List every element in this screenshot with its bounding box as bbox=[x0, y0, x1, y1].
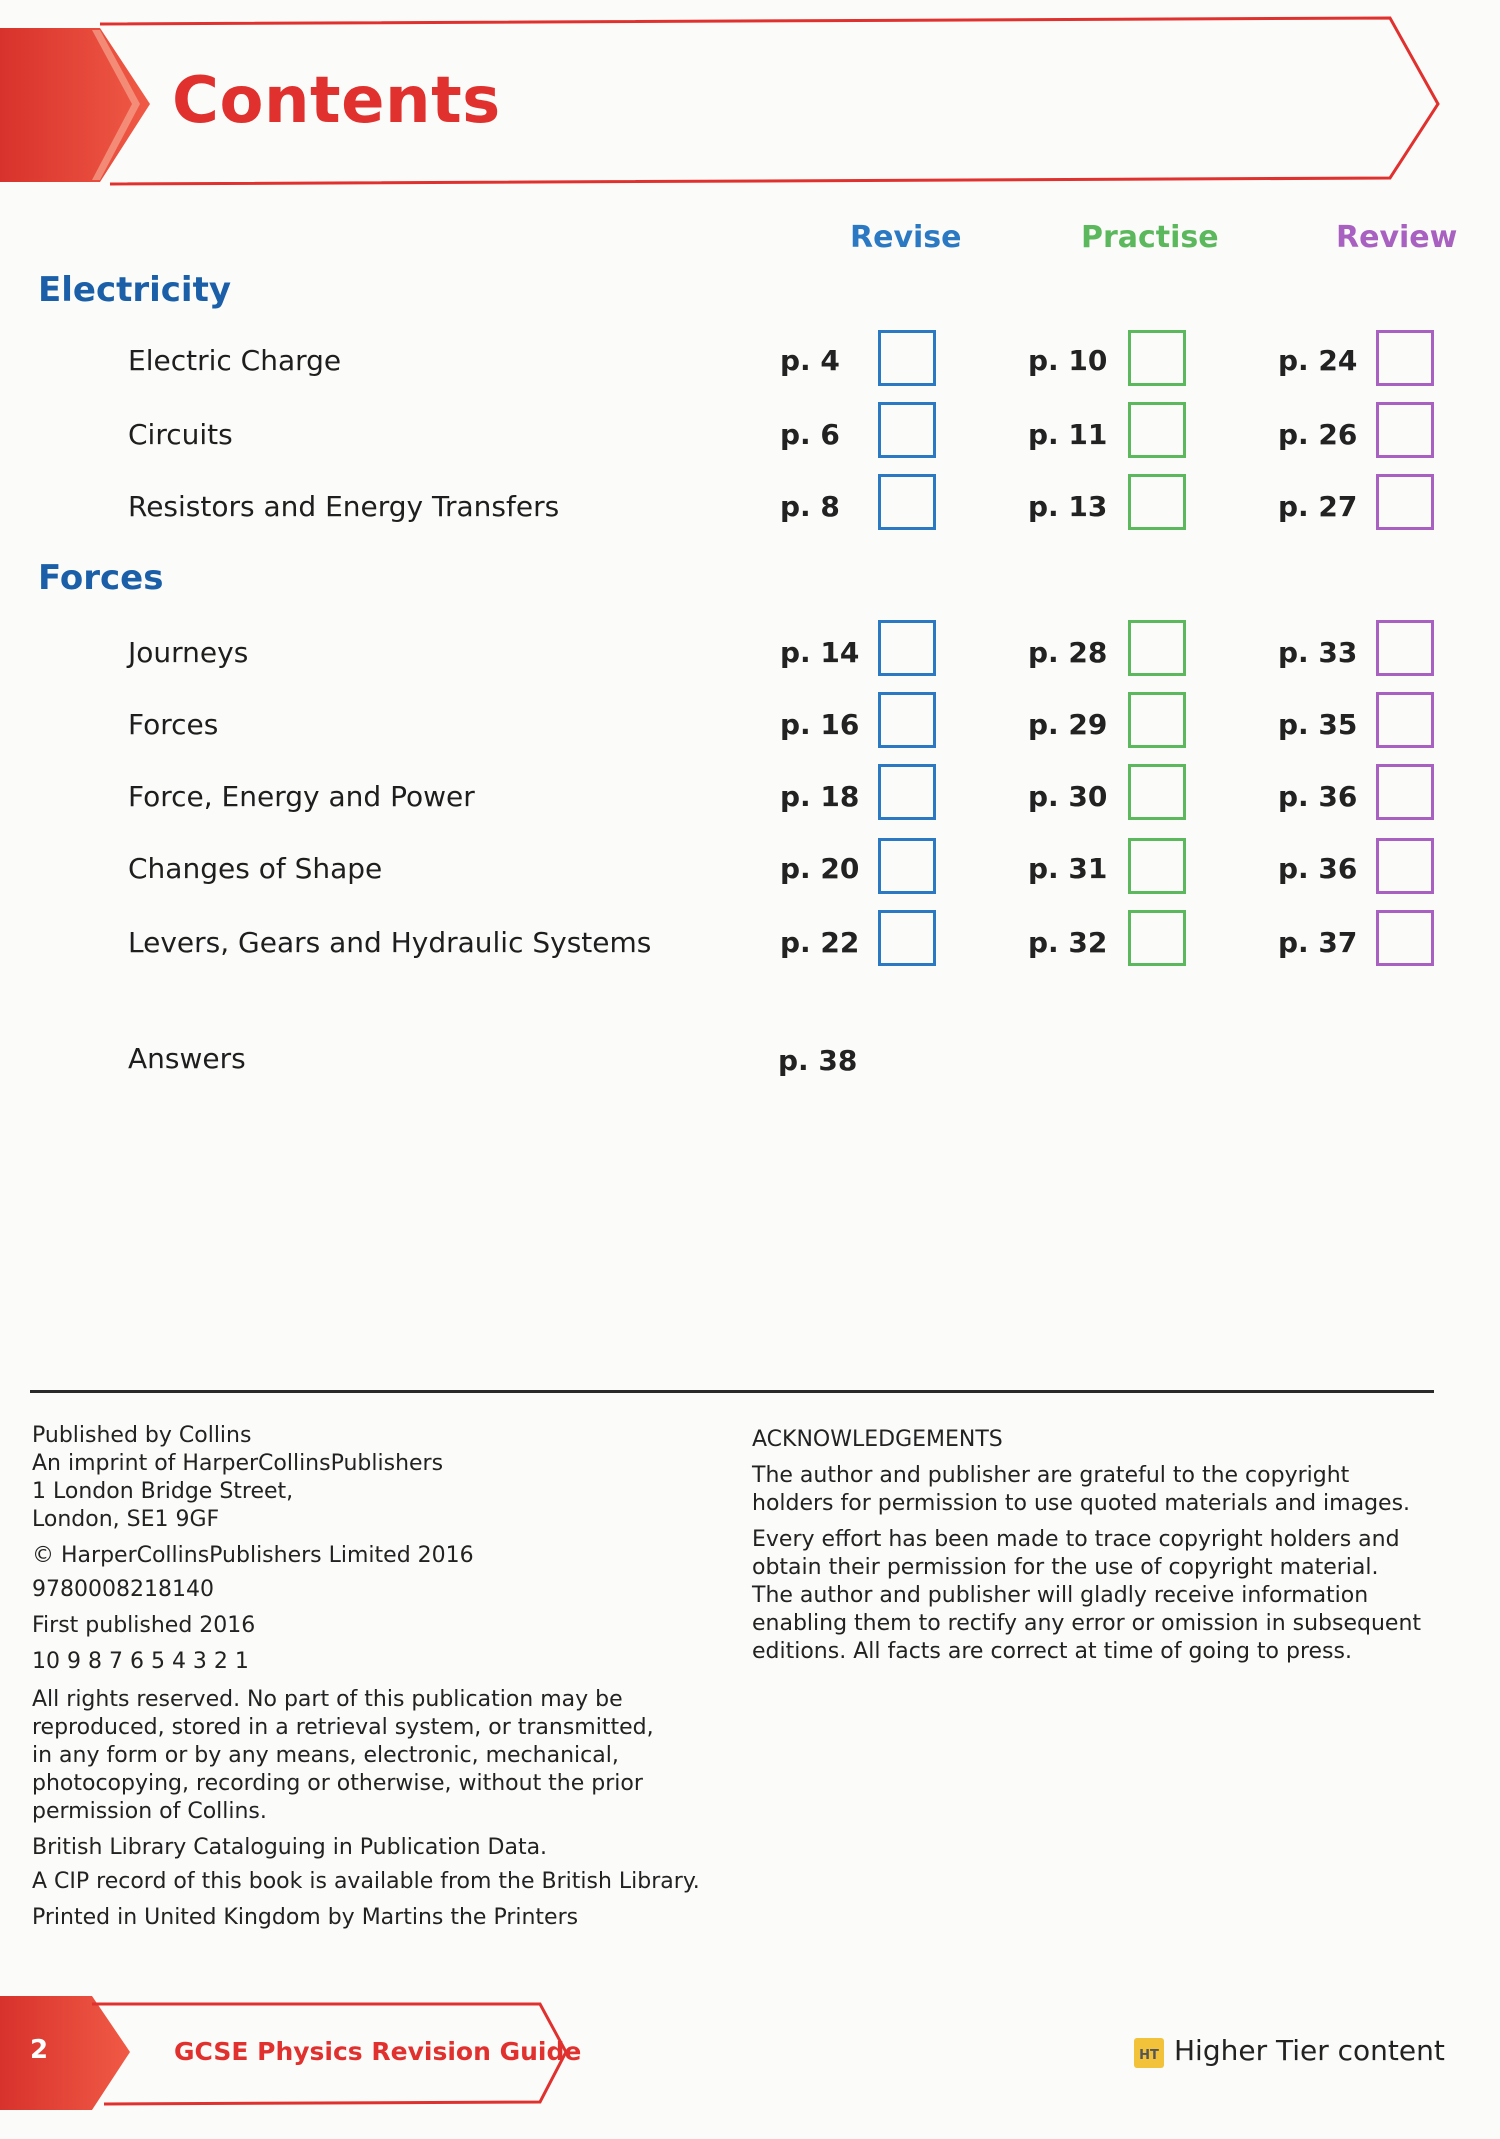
practise-page: p. 31 bbox=[1028, 852, 1108, 885]
topic-name: Changes of Shape bbox=[128, 852, 383, 885]
revise-checkbox[interactable] bbox=[878, 330, 936, 386]
acknowledgements-line: obtain their permission for the use of copyright material. bbox=[752, 1555, 1379, 1580]
review-checkbox[interactable] bbox=[1376, 692, 1434, 748]
imprint-line: photocopying, recording or otherwise, without the prior bbox=[32, 1771, 643, 1796]
review-page: p. 36 bbox=[1278, 780, 1358, 813]
topic-name: Electric Charge bbox=[128, 344, 342, 377]
practise-page: p. 30 bbox=[1028, 780, 1108, 813]
imprint-line: British Library Cataloguing in Publication Data. bbox=[32, 1835, 548, 1860]
guide-title: GCSE Physics Revision Guide bbox=[174, 2037, 582, 2066]
topic-name: Journeys bbox=[128, 636, 249, 669]
higher-tier-icon-label: HT bbox=[1139, 2048, 1159, 2063]
column-heading-practise: Practise bbox=[1081, 220, 1219, 255]
acknowledgements-line: enabling them to rectify any error or omission in subsequent bbox=[752, 1611, 1422, 1636]
practise-page: p. 29 bbox=[1028, 708, 1108, 741]
practise-checkbox[interactable] bbox=[1128, 910, 1186, 966]
acknowledgements-heading: ACKNOWLEDGEMENTS bbox=[752, 1427, 1003, 1452]
practise-page: p. 13 bbox=[1028, 490, 1108, 523]
imprint-line: London, SE1 9GF bbox=[32, 1507, 220, 1532]
acknowledgements-line: The author and publisher are grateful to the copyright bbox=[752, 1463, 1350, 1488]
review-page: p. 27 bbox=[1278, 490, 1358, 523]
imprint-line: in any form or by any means, electronic, mechanical, bbox=[32, 1743, 619, 1768]
acknowledgements-line: holders for permission to use quoted materials and images. bbox=[752, 1491, 1411, 1516]
review-checkbox[interactable] bbox=[1376, 620, 1434, 676]
practise-page: p. 32 bbox=[1028, 926, 1108, 959]
review-page: p. 24 bbox=[1278, 344, 1358, 377]
topic-name: Resistors and Energy Transfers bbox=[128, 490, 560, 523]
imprint-line: An imprint of HarperCollinsPublishers bbox=[32, 1451, 444, 1476]
revise-checkbox[interactable] bbox=[878, 838, 936, 894]
divider-rule bbox=[30, 1390, 1434, 1393]
review-page: p. 26 bbox=[1278, 418, 1358, 451]
review-checkbox[interactable] bbox=[1376, 474, 1434, 530]
acknowledgements-line: Every effort has been made to trace copyright holders and bbox=[752, 1527, 1400, 1552]
review-checkbox[interactable] bbox=[1376, 330, 1434, 386]
answers-page: p. 38 bbox=[778, 1044, 858, 1077]
revise-checkbox[interactable] bbox=[878, 764, 936, 820]
imprint-line: Printed in United Kingdom by Martins the Printers bbox=[32, 1905, 579, 1930]
topic-name: Force, Energy and Power bbox=[128, 780, 475, 813]
higher-tier-label: Higher Tier content bbox=[1174, 2034, 1445, 2067]
review-checkbox[interactable] bbox=[1376, 764, 1434, 820]
review-checkbox[interactable] bbox=[1376, 838, 1434, 894]
topic-name: Forces bbox=[128, 708, 219, 741]
column-heading-revise: Revise bbox=[850, 220, 962, 255]
imprint-line: reproduced, stored in a retrieval system, or transmitted, bbox=[32, 1715, 654, 1740]
revise-page: p. 20 bbox=[780, 852, 860, 885]
practise-checkbox[interactable] bbox=[1128, 620, 1186, 676]
imprint-line: A CIP record of this book is available from the British Library. bbox=[32, 1869, 700, 1894]
imprint-line: First published 2016 bbox=[32, 1613, 256, 1638]
revise-checkbox[interactable] bbox=[878, 402, 936, 458]
page-number: 2 bbox=[30, 2035, 49, 2065]
revise-page: p. 8 bbox=[780, 490, 840, 523]
revise-checkbox[interactable] bbox=[878, 692, 936, 748]
revise-page: p. 14 bbox=[780, 636, 860, 669]
practise-page: p. 28 bbox=[1028, 636, 1108, 669]
section-title-forces: Forces bbox=[38, 558, 164, 598]
revise-page: p. 4 bbox=[780, 344, 840, 377]
practise-page: p. 10 bbox=[1028, 344, 1108, 377]
acknowledgements-line: The author and publisher will gladly receive information bbox=[752, 1583, 1369, 1608]
imprint-line: permission of Collins. bbox=[32, 1799, 267, 1824]
practise-checkbox[interactable] bbox=[1128, 402, 1186, 458]
topic-name: Levers, Gears and Hydraulic Systems bbox=[128, 926, 652, 959]
practise-checkbox[interactable] bbox=[1128, 764, 1186, 820]
revise-checkbox[interactable] bbox=[878, 620, 936, 676]
practise-page: p. 11 bbox=[1028, 418, 1108, 451]
review-checkbox[interactable] bbox=[1376, 402, 1434, 458]
revise-checkbox[interactable] bbox=[878, 910, 936, 966]
higher-tier-icon bbox=[1132, 2036, 1166, 2070]
imprint-line: Published by Collins bbox=[32, 1423, 252, 1448]
practise-checkbox[interactable] bbox=[1128, 838, 1186, 894]
review-checkbox[interactable] bbox=[1376, 910, 1434, 966]
topic-name: Circuits bbox=[128, 418, 233, 451]
practise-checkbox[interactable] bbox=[1128, 692, 1186, 748]
review-page: p. 37 bbox=[1278, 926, 1358, 959]
section-title-electricity: Electricity bbox=[38, 270, 231, 310]
page-title: Contents bbox=[172, 64, 501, 138]
revise-checkbox[interactable] bbox=[878, 474, 936, 530]
acknowledgements-line: editions. All facts are correct at time of going to press. bbox=[752, 1639, 1352, 1664]
imprint-line: 9780008218140 bbox=[32, 1577, 214, 1602]
answers-label: Answers bbox=[128, 1042, 246, 1075]
review-page: p. 33 bbox=[1278, 636, 1358, 669]
practise-checkbox[interactable] bbox=[1128, 330, 1186, 386]
revise-page: p. 16 bbox=[780, 708, 860, 741]
imprint-line: All rights reserved. No part of this publication may be bbox=[32, 1687, 623, 1712]
review-page: p. 36 bbox=[1278, 852, 1358, 885]
revise-page: p. 22 bbox=[780, 926, 860, 959]
practise-checkbox[interactable] bbox=[1128, 474, 1186, 530]
column-heading-review: Review bbox=[1336, 220, 1458, 255]
review-page: p. 35 bbox=[1278, 708, 1358, 741]
imprint-line: 1 London Bridge Street, bbox=[32, 1479, 294, 1504]
revise-page: p. 6 bbox=[780, 418, 840, 451]
imprint-line: © HarperCollinsPublishers Limited 2016 bbox=[32, 1543, 474, 1568]
imprint-line: 10 9 8 7 6 5 4 3 2 1 bbox=[32, 1649, 249, 1674]
revise-page: p. 18 bbox=[780, 780, 860, 813]
